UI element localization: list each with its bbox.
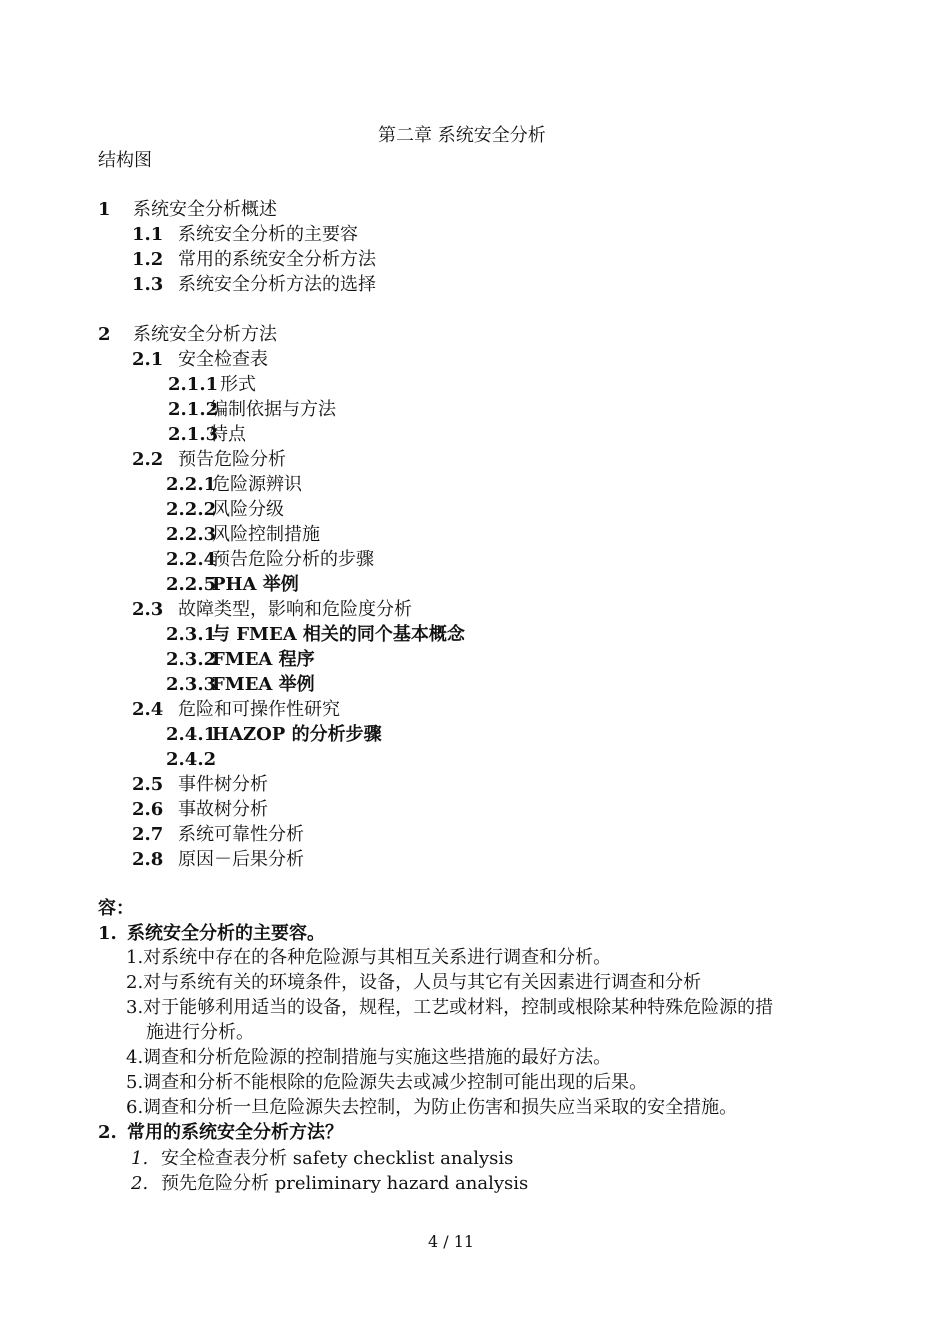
outline-item: 1.2 常用的系统安全分析方法	[132, 249, 376, 270]
section-1-item: 3.对于能够利用适当的设备，规程，工艺或材料，控制或根除某种特殊危险源的措	[126, 997, 774, 1018]
outline-item: 2.1 安全检查表	[132, 349, 268, 370]
outline-item: 2.2.4预告危险分析的步骤	[166, 549, 374, 570]
section-2-heading: 2. 常用的系统安全分析方法？	[98, 1122, 343, 1143]
section-1-item: 5.调查和分析不能根除的危险源失去或减少控制可能出现的后果。	[126, 1072, 648, 1093]
outline-item: 2.4.2	[166, 749, 217, 770]
outline-item: 2.4 危险和可操作性研究	[132, 699, 340, 720]
outline-item: 2.2 预告危险分析	[132, 449, 286, 470]
structure-label: 结构图	[98, 150, 152, 171]
outline-item: 2.3.3FMEA 举例	[166, 674, 315, 695]
outline-item: 2.1.2编制依据与方法	[168, 399, 336, 420]
outline-item: 1 系统安全分析概述	[98, 199, 277, 220]
section-1-heading: 1. 系统安全分析的主要容。	[98, 923, 325, 944]
outline-item: 1.1 系统安全分析的主要容	[132, 224, 358, 245]
outline-item: 2.7 系统可靠性分析	[132, 824, 304, 845]
section-1-item: 6.调查和分析一旦危险源失去控制，为防止伤害和损失应当采取的安全措施。	[126, 1097, 738, 1118]
section-1-item: 4.调查和分析危险源的控制措施与实施这些措施的最好方法。	[126, 1047, 612, 1068]
outline-item: 2.6 事故树分析	[132, 799, 268, 820]
section-2-item: 1. 安全检查表分析 safety checklist analysis	[131, 1148, 514, 1169]
outline-item: 2.3.1与 FMEA 相关的同个基本概念	[166, 624, 465, 645]
outline-item: 2.5 事件树分析	[132, 774, 268, 795]
outline-item: 2.2.5PHA 举例	[166, 574, 299, 595]
outline-item: 1.3 系统安全分析方法的选择	[132, 274, 376, 295]
outline-item: 2.1.1 形式	[168, 374, 256, 395]
page-title: 第二章 系统安全分析	[378, 125, 546, 146]
outline-item: 2.2.3风险控制措施	[166, 524, 320, 545]
outline-item: 2.2.2风险分级	[166, 499, 284, 520]
outline-item: 2.2.1危险源辨识	[166, 474, 302, 495]
outline-item: 2 系统安全分析方法	[98, 324, 277, 345]
page-number: 4 / 11	[428, 1232, 475, 1251]
section-1-item: 2.对与系统有关的环境条件，设备，人员与其它有关因素进行调查和分析	[126, 972, 702, 993]
content-label: 容：	[98, 898, 134, 919]
outline-item: 2.3 故障类型，影响和危险度分析	[132, 599, 412, 620]
outline-item: 2.8 原因－后果分析	[132, 849, 304, 870]
outline-item: 2.4.1HAZOP 的分析步骤	[166, 724, 382, 745]
section-1-item: 施进行分析。	[146, 1022, 254, 1043]
outline-item: 2.1.3特点	[168, 424, 246, 445]
section-1-item: 1.对系统中存在的各种危险源与其相互关系进行调查和分析。	[126, 947, 612, 968]
section-2-item: 2. 预先危险分析 preliminary hazard analysis	[131, 1173, 529, 1194]
outline-item: 2.3.2FMEA 程序	[166, 649, 315, 670]
